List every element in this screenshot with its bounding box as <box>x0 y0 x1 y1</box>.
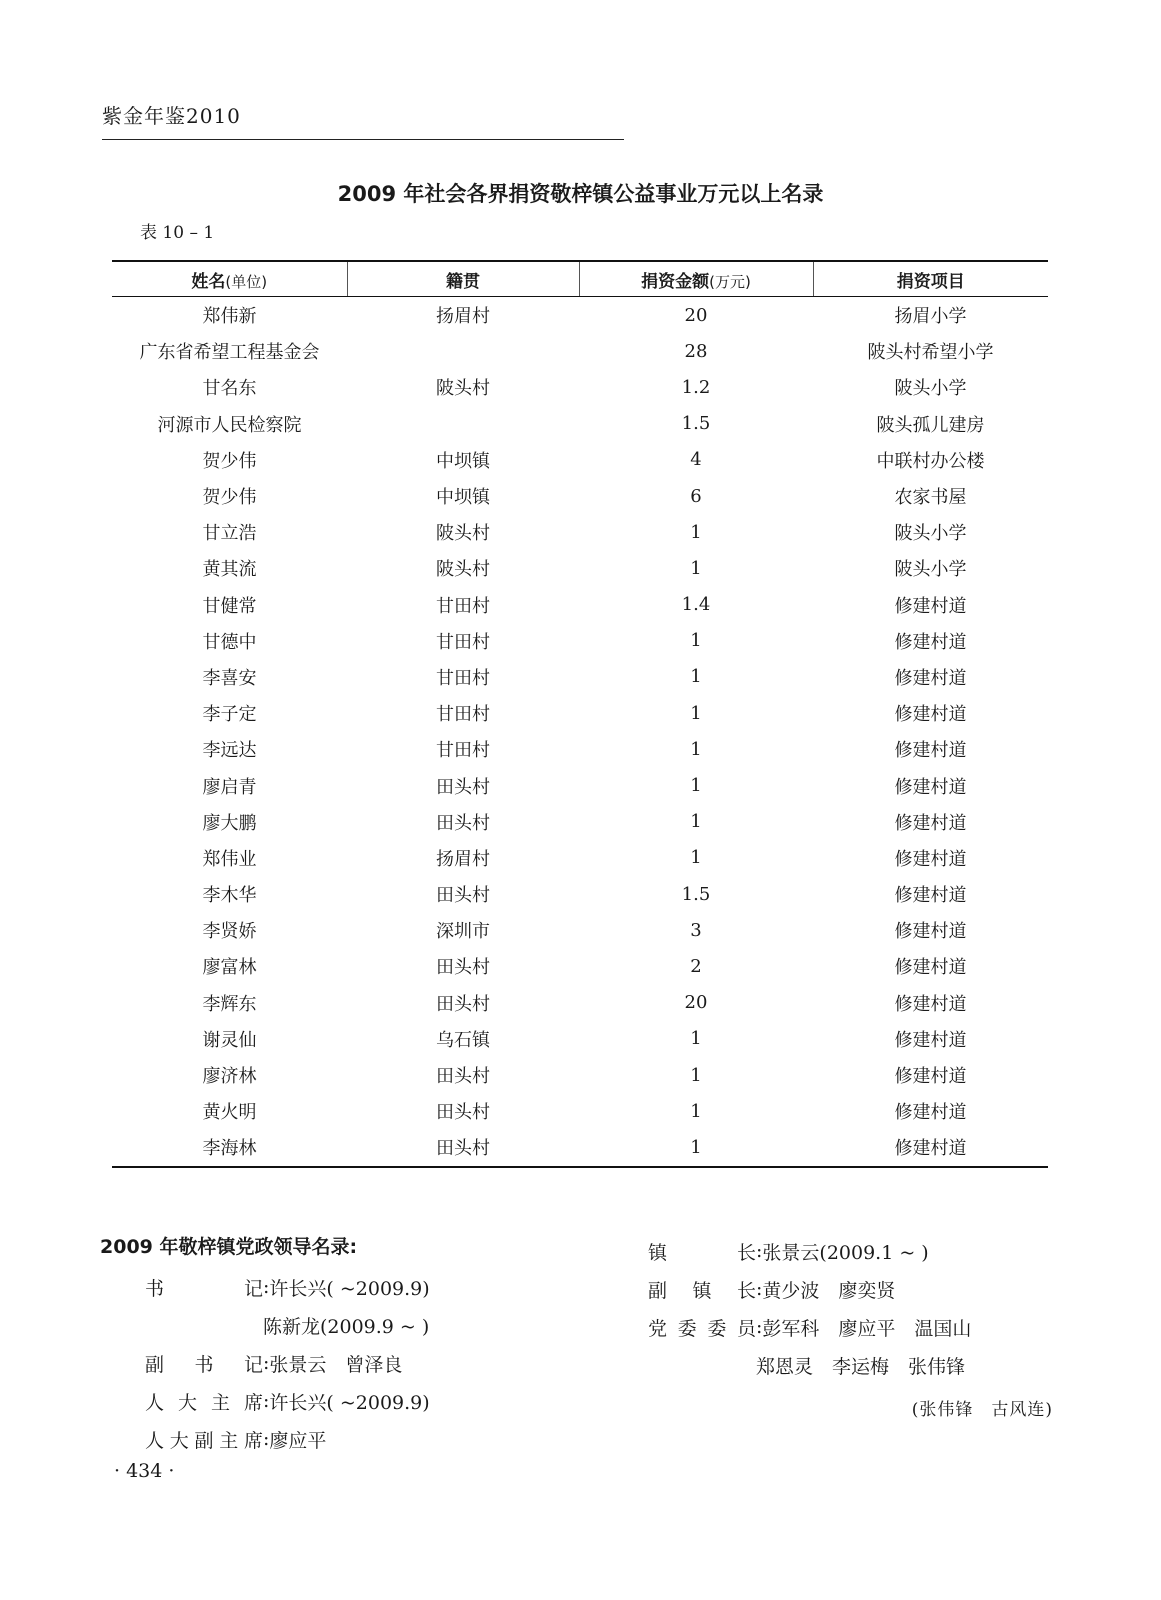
leader-row: 副书记 : 张景云 曾泽良 <box>145 1352 403 1376</box>
donor-name-cell: 李木华 <box>202 885 257 907</box>
table-row <box>112 767 1048 803</box>
table-row <box>112 804 1048 840</box>
table-row <box>112 333 1048 369</box>
donor-origin-cell: 田头村 <box>436 776 490 798</box>
donor-origin-cell: 中坝镇 <box>436 450 490 472</box>
donation-project-cell: 陂头小学 <box>894 559 967 581</box>
donation-project-cell: 修建村道 <box>813 1129 1048 1166</box>
donation-amount-cell: 1 <box>690 775 702 797</box>
donation-amount-cell: 1.2 <box>681 376 711 398</box>
donation-project-cell: 陂头小学 <box>894 378 967 400</box>
column-header-origin: 籍贯 <box>347 261 579 297</box>
donation-project-cell: 修建村道 <box>894 957 967 979</box>
donation-project-cell: 修建村道 <box>894 595 967 617</box>
table-row <box>112 985 1048 1021</box>
table-row <box>112 442 1048 478</box>
donation-project-cell: 修建村道 <box>894 667 967 689</box>
column-header-project: 捐资项目 <box>813 261 1048 297</box>
column-header-name: 姓名(单位) <box>112 261 347 297</box>
table-row <box>112 1057 1048 1093</box>
donor-table <box>112 260 1048 1168</box>
donation-project-cell: 修建村道 <box>894 848 967 870</box>
table-row <box>112 587 1048 623</box>
donor-origin-cell: 甘田村 <box>436 740 490 762</box>
donation-amount-cell: 1 <box>579 1129 813 1166</box>
donation-amount-cell: 28 <box>684 340 708 362</box>
leader-row: 副镇长 : 黄少波 廖奕贤 <box>648 1278 896 1302</box>
table-header-row <box>112 261 1048 297</box>
leaders-left-list <box>145 1268 430 1458</box>
donor-name-cell: 甘名东 <box>202 378 257 400</box>
donation-amount-cell: 1.5 <box>681 883 711 905</box>
donation-project-cell: 修建村道 <box>894 1029 967 1051</box>
leader-row: 书记 : 许长兴( ~2009.9) <box>145 1276 430 1300</box>
donation-amount-cell: 1 <box>690 630 702 652</box>
table-row <box>112 623 1048 659</box>
donor-origin-cell: 扬眉村 <box>436 306 490 328</box>
donor-origin-cell: 田头村 <box>436 812 490 834</box>
table-title: 2009 年社会各界捐资敬梓镇公益事业万元以上名录 <box>337 182 824 206</box>
leader-row: 党委委员 : 彭军科 廖应平 温国山 <box>648 1316 972 1340</box>
leader-row: 镇长 : 张景云(2009.1 ~ ) <box>648 1240 929 1264</box>
donor-name-cell: 河源市人民检察院 <box>157 414 302 436</box>
donation-amount-cell: 1.5 <box>681 413 711 435</box>
donor-origin-cell: 扬眉村 <box>436 848 490 870</box>
donation-project-cell: 修建村道 <box>894 631 967 653</box>
donation-amount-cell: 1 <box>690 702 702 724</box>
donor-table-body <box>112 297 1048 1167</box>
running-header <box>102 100 624 140</box>
donor-origin-cell: 深圳市 <box>436 921 490 943</box>
donor-name-cell: 李辉东 <box>202 993 257 1015</box>
donor-name-cell: 谢灵仙 <box>202 1029 257 1051</box>
donation-project-cell: 修建村道 <box>894 885 967 907</box>
donation-project-cell: 农家书屋 <box>894 487 967 509</box>
donation-project-cell: 修建村道 <box>894 740 967 762</box>
donor-origin-cell: 甘田村 <box>436 667 490 689</box>
donation-amount-cell: 1 <box>690 557 702 579</box>
donor-name-cell: 李子定 <box>202 704 257 726</box>
donor-origin-cell: 田头村 <box>436 1102 490 1124</box>
donor-name-cell: 郑伟新 <box>202 306 257 328</box>
donor-origin-cell: 田头村 <box>436 1066 490 1088</box>
donation-amount-cell: 1 <box>690 847 702 869</box>
donation-project-cell: 修建村道 <box>894 812 967 834</box>
donation-project-cell: 修建村道 <box>894 1102 967 1124</box>
donor-origin-cell: 中坝镇 <box>436 487 490 509</box>
donation-amount-cell: 1 <box>690 1028 702 1050</box>
donation-amount-cell: 6 <box>690 485 702 507</box>
donation-project-cell: 陂头村希望小学 <box>867 342 994 364</box>
donor-name-cell: 廖富林 <box>202 957 257 979</box>
donation-amount-cell: 20 <box>684 992 708 1014</box>
donation-amount-cell: 1 <box>690 666 702 688</box>
leaders-right-list <box>648 1232 971 1384</box>
donor-name-cell: 甘健常 <box>202 595 257 617</box>
donor-origin-cell: 田头村 <box>436 993 490 1015</box>
donor-origin-cell: 甘田村 <box>436 704 490 726</box>
donor-name-cell: 郑伟业 <box>202 848 257 870</box>
donation-amount-cell: 1 <box>690 1064 702 1086</box>
table-row <box>112 514 1048 550</box>
donation-amount-cell: 3 <box>690 919 702 941</box>
table-row <box>112 695 1048 731</box>
table-row <box>112 1021 1048 1057</box>
donation-project-cell: 中联村办公楼 <box>876 450 985 472</box>
donation-project-cell: 扬眉小学 <box>894 306 967 328</box>
table-row <box>112 659 1048 695</box>
donation-project-cell: 修建村道 <box>894 921 967 943</box>
donation-amount-cell: 1 <box>690 521 702 543</box>
donation-project-cell: 修建村道 <box>894 704 967 726</box>
donor-origin-cell: 甘田村 <box>436 631 490 653</box>
donation-amount-cell: 2 <box>690 955 702 977</box>
table-row <box>112 948 1048 984</box>
table-row <box>112 731 1048 767</box>
page-number: · 434 · <box>114 1460 175 1482</box>
donor-origin-cell: 陂头村 <box>436 559 490 581</box>
leader-row: 陈新龙(2009.9 ~ ) <box>263 1315 430 1338</box>
donor-name-cell: 黄火明 <box>202 1102 257 1124</box>
authors: (张伟锋 古风连) <box>911 1400 1053 1420</box>
donor-name-cell: 廖济林 <box>202 1066 257 1088</box>
donation-project-cell: 修建村道 <box>894 776 967 798</box>
table-row <box>112 912 1048 948</box>
donor-origin-cell: 甘田村 <box>436 595 490 617</box>
donor-name-cell: 李海林 <box>112 1129 347 1166</box>
donor-name-cell: 甘德中 <box>202 631 257 653</box>
donation-amount-cell: 1 <box>690 811 702 833</box>
donor-origin-cell: 陂头村 <box>436 523 490 545</box>
donor-name-cell: 黄其流 <box>202 559 257 581</box>
donor-origin-cell: 田头村 <box>347 1129 579 1166</box>
donation-project-cell: 陂头孤儿建房 <box>876 414 985 436</box>
table-row <box>112 297 1048 334</box>
donation-amount-cell: 1 <box>690 738 702 760</box>
table-row <box>112 840 1048 876</box>
leader-row: 人大主席 : 许长兴( ~2009.9) <box>145 1390 430 1414</box>
donor-origin-cell: 田头村 <box>436 885 490 907</box>
donor-name-cell: 贺少伟 <box>202 487 257 509</box>
donor-name-cell: 甘立浩 <box>202 523 257 545</box>
running-title: 紫金年鉴2010 <box>102 104 241 128</box>
donation-project-cell: 修建村道 <box>894 1066 967 1088</box>
leader-row: 郑恩灵 李运梅 张伟锋 <box>756 1355 966 1378</box>
donor-origin-cell: 陂头村 <box>436 378 490 400</box>
donor-origin-cell <box>347 333 579 369</box>
donor-name-cell: 李远达 <box>202 740 257 762</box>
donation-project-cell: 陂头小学 <box>894 523 967 545</box>
table-row <box>112 406 1048 442</box>
donor-name-cell: 贺少伟 <box>202 450 257 472</box>
donation-project-cell: 修建村道 <box>894 993 967 1015</box>
column-header-amount: 捐资金额(万元) <box>579 261 813 297</box>
donor-origin-cell: 田头村 <box>436 957 490 979</box>
donor-origin-cell <box>347 406 579 442</box>
donation-amount-cell: 4 <box>690 449 702 471</box>
table-row <box>112 1093 1048 1129</box>
leader-row: 人大副主席 : 廖应平 <box>145 1428 327 1452</box>
table-row <box>112 550 1048 586</box>
donor-name-cell: 廖启青 <box>202 776 257 798</box>
donor-name-cell: 廖大鹏 <box>202 812 257 834</box>
donor-origin-cell: 乌石镇 <box>436 1029 490 1051</box>
donation-amount-cell: 20 <box>684 304 708 326</box>
donation-amount-cell: 1.4 <box>681 594 711 616</box>
donor-name-cell: 李贤娇 <box>202 921 257 943</box>
donor-name-cell: 李喜安 <box>202 667 257 689</box>
donor-name-cell: 广东省希望工程基金会 <box>139 342 320 364</box>
donation-amount-cell: 1 <box>690 1100 702 1122</box>
table-row <box>112 478 1048 514</box>
table-row <box>112 1129 1048 1166</box>
leaders-title: 2009 年敬梓镇党政领导名录: <box>100 1236 358 1258</box>
table-number: 表 10 – 1 <box>140 223 215 243</box>
table-row <box>112 876 1048 912</box>
table-row <box>112 369 1048 405</box>
